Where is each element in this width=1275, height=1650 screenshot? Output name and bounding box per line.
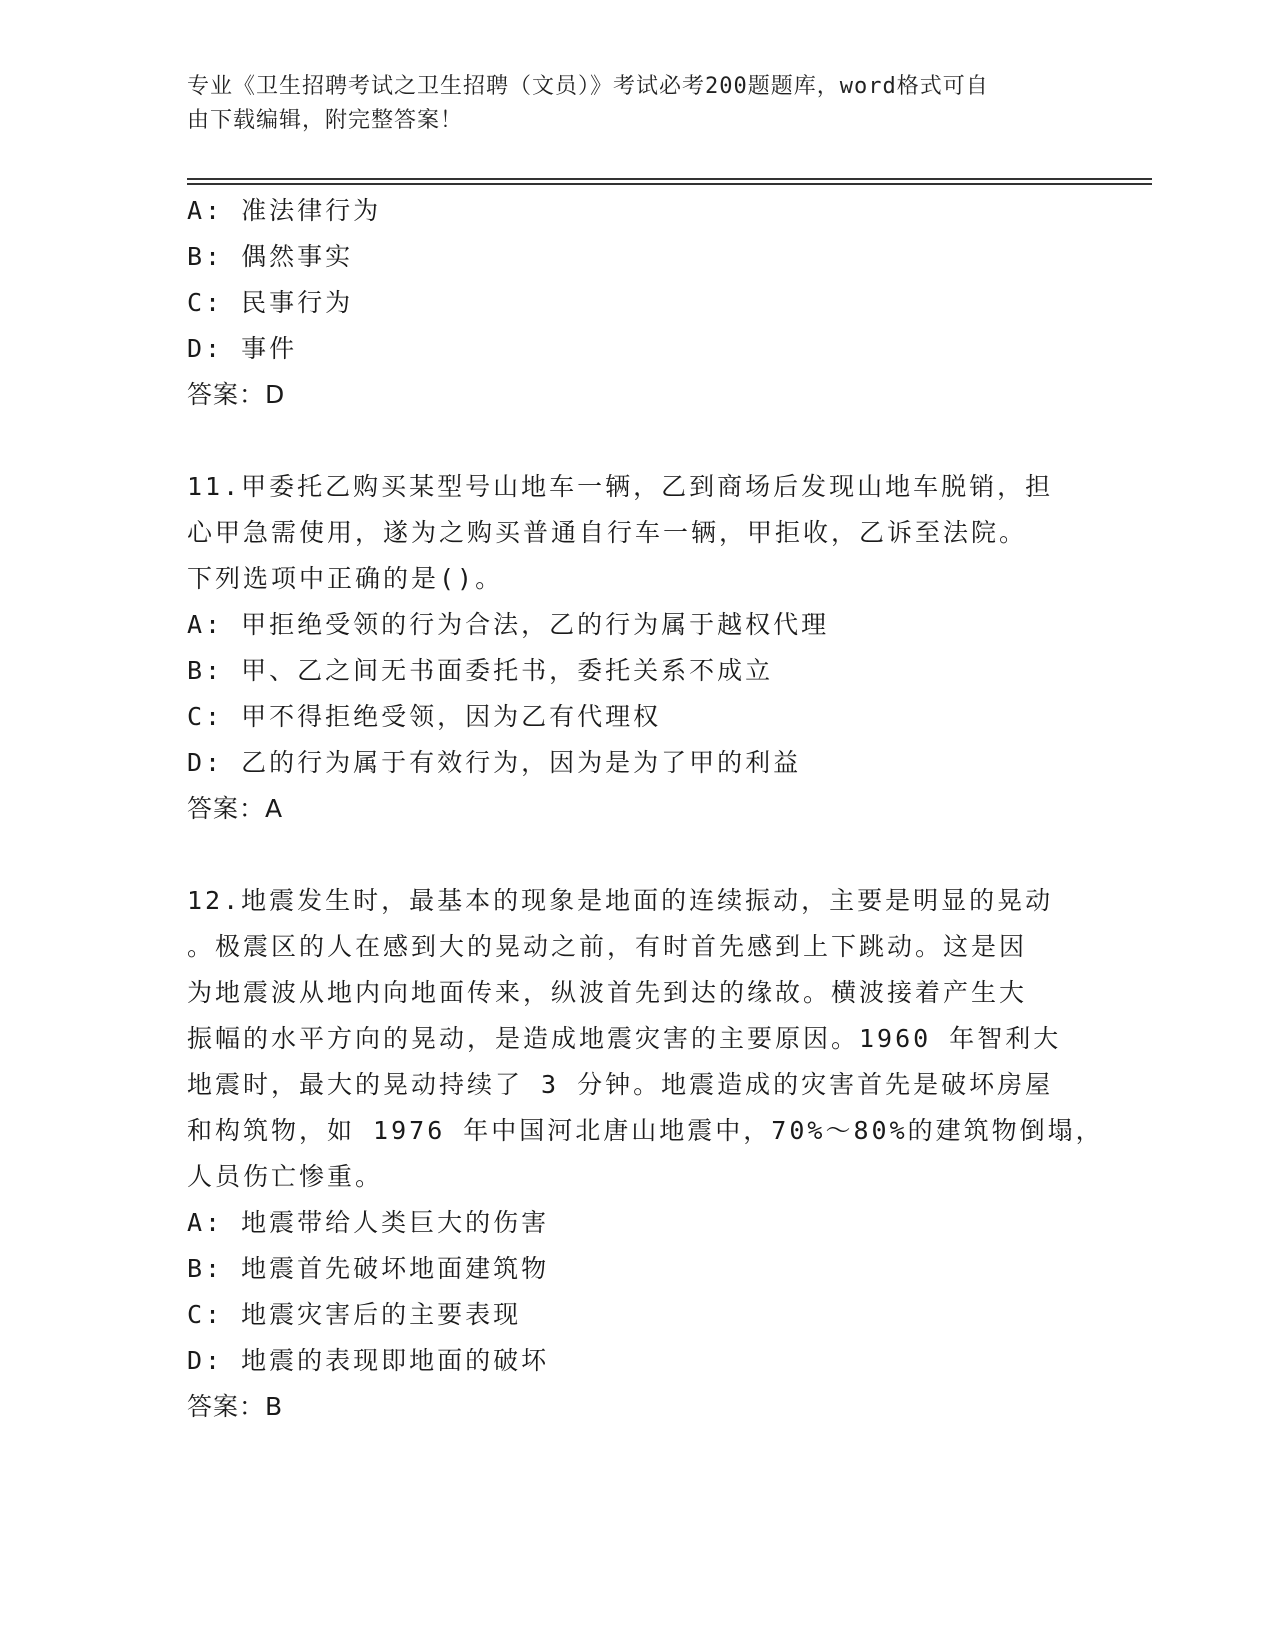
option-c: C: 地震灾害后的主要表现 xyxy=(187,1300,522,1329)
question-stem-line: 和构筑物，如 1976 年中国河北唐山地震中，70%～80%的建筑物倒塌， xyxy=(187,1116,1104,1145)
option-b: B: 甲、乙之间无书面委托书，委托关系不成立 xyxy=(187,656,774,685)
question-stem-line: 12.地震发生时，最基本的现象是地面的连续振动，主要是明显的晃动 xyxy=(187,886,1054,915)
question-stem-line: 为地震波从地内向地面传来，纵波首先到达的缘故。横波接着产生大 xyxy=(187,978,1028,1007)
option-c: C: 民事行为 xyxy=(187,288,354,317)
header-line-1: 专业《卫生招聘考试之卫生招聘（文员）》考试必考200题题库，word格式可自 xyxy=(187,74,989,99)
answer-line: 答案：D xyxy=(187,380,286,409)
option-a: A: 准法律行为 xyxy=(187,196,382,225)
option-c: C: 甲不得拒绝受领，因为乙有代理权 xyxy=(187,702,662,731)
answer-line: 答案：A xyxy=(187,794,284,823)
question-stem-line: 。极震区的人在感到大的晃动之前，有时首先感到上下跳动。这是因 xyxy=(187,932,1028,961)
question-stem-line: 地震时，最大的晃动持续了 3 分钟。地震造成的灾害首先是破坏房屋 xyxy=(187,1070,1054,1099)
answer-line: 答案：B xyxy=(187,1392,284,1421)
document-header xyxy=(187,70,1067,138)
question-stem-line: 下列选项中正确的是()。 xyxy=(187,564,504,593)
header-line-2: 由下载编辑，附完整答案！ xyxy=(187,108,464,133)
question-block-11 xyxy=(187,464,1087,832)
option-b: B: 地震首先破坏地面建筑物 xyxy=(187,1254,550,1283)
option-d: D: 乙的行为属于有效行为，因为是为了甲的利益 xyxy=(187,748,802,777)
option-a: A: 甲拒绝受领的行为合法，乙的行为属于越权代理 xyxy=(187,610,830,639)
question-block-10 xyxy=(187,188,1087,418)
option-d: D: 地震的表现即地面的破坏 xyxy=(187,1346,550,1375)
option-b: B: 偶然事实 xyxy=(187,242,354,271)
question-stem-line: 11.甲委托乙购买某型号山地车一辆，乙到商场后发现山地车脱销，担 xyxy=(187,472,1054,501)
option-d: D: 事件 xyxy=(187,334,298,363)
spacer xyxy=(187,418,1087,464)
question-list xyxy=(187,188,1104,1430)
question-stem-line: 心甲急需使用，遂为之购买普通自行车一辆，甲拒收，乙诉至法院。 xyxy=(187,518,1028,547)
question-stem-line: 人员伤亡惨重。 xyxy=(187,1162,384,1191)
option-a: A: 地震带给人类巨大的伤害 xyxy=(187,1208,550,1237)
question-stem-line: 振幅的水平方向的晃动，是造成地震灾害的主要原因。1960 年智利大 xyxy=(187,1024,1062,1053)
question-block-12 xyxy=(187,878,1104,1430)
header-divider-top xyxy=(187,178,1152,180)
header-divider-bottom xyxy=(187,183,1152,185)
spacer xyxy=(187,832,1087,878)
